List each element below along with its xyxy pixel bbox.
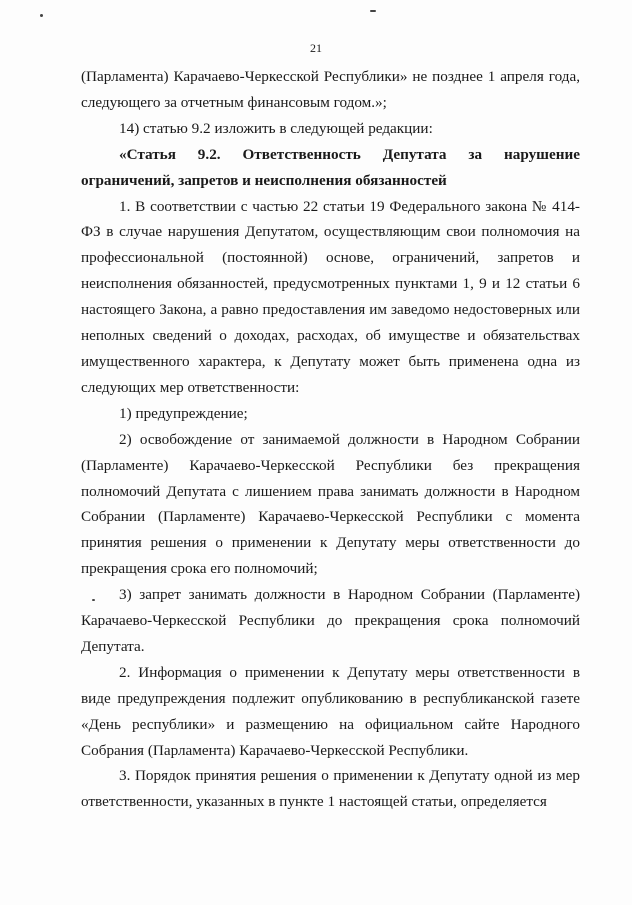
page-number: 21: [310, 41, 322, 55]
paragraph-item-14: 14) статью 9.2 изложить в следующей редакции:: [119, 119, 433, 137]
paragraph-subpoint-1: 1) предупреждение;: [119, 404, 248, 422]
paragraph-subpoint-2: 2) освобождение от занимаемой должности в Народном Собрании (Парламенте) Карачаево-Черкесской Республики без прекращения полномочий Депутата с лишением права занимать должности в Народном Собрании (Парламенте) Карачаево-Черкесской Республики с момента принятия решения о применении к Депутату меры ответственности до прекращения срока его полномочий;: [81, 430, 580, 578]
paragraph-continuation: (Парламента) Карачаево-Черкесской Республики» не позднее 1 апреля года, следующего за отчетным финансовым годом.»;: [81, 68, 580, 111]
paragraph-subpoint-3: 3) запрет занимать должности в Народном Собрании (Парламенте) Карачаево-Черкесской Республики до прекращения срока полномочий Депутата.: [81, 586, 580, 655]
document-body: [81, 64, 580, 815]
paragraph-point-1: 1. В соответствии с частью 22 статьи 19 Федерального закона № 414-ФЗ в случае нарушения Депутатом, осуществляющим свои полномочия на профессиональной (постоянной) основе, ограничений, запретов и неисполнения обязанностей, предусмотренных пунктами 1, 9 и 12 статьи 6 настоящего Закона, а равно предоставления им заведомо недостоверных или неполных сведений о доходах, расходах, об имуществе и обязательствах имущественного характера, к Депутату может быть применена одна из следующих мер ответственности:: [81, 197, 580, 396]
article-heading: «Статья 9.2. Ответственность Депутата за нарушение ограничений, запретов и неисполнения обязанностей: [81, 145, 580, 189]
scan-speck: [40, 14, 43, 17]
scan-speck: [370, 10, 376, 12]
paragraph-point-2: 2. Информация о применении к Депутату меры ответственности в виде предупреждения подлежит опубликованию в республиканской газете «День республики» и размещению на официальном сайте Народного Собрания (Парламента) Карачаево-Черкесской Республики.: [81, 663, 580, 759]
paragraph-point-3: 3. Порядок принятия решения о применении к Депутату одной из мер ответственности, указанных в пункте 1 настоящей статьи, определяется: [81, 767, 580, 811]
